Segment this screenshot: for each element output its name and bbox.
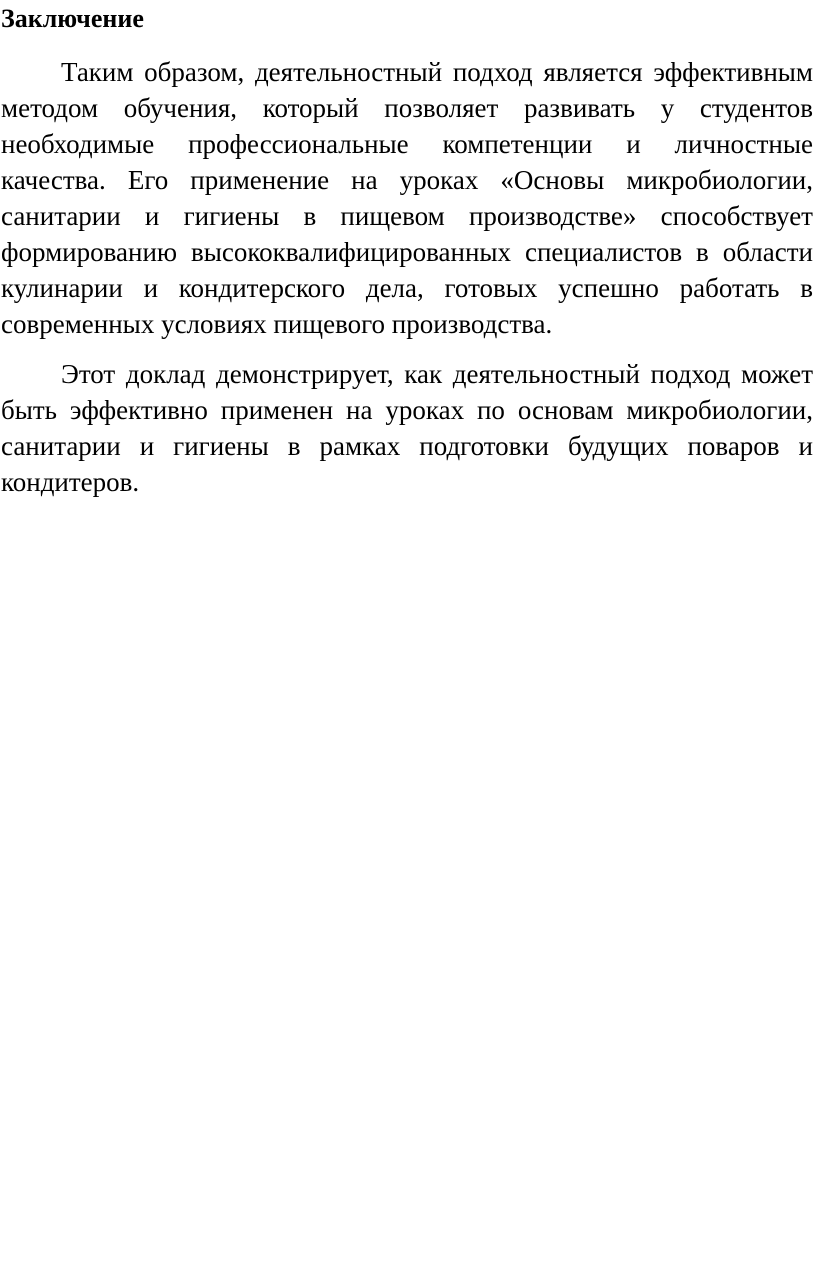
paragraph-report-summary: Этот доклад демонстрирует, как деятельностный подход может быть эффективно применен на уроках по основам микробиологии, санитарии и гигиены в рамках подготовки будущих поваров и кондитеров. [1, 359, 813, 497]
paragraph-conclusion: Таким образом, деятельностный подход является эффективным методом обучения, который позволяет развивать у студентов необходимые профессиональные компетенции и личностные качества. Его применение на уроках «Основы микробиологии, санитарии и гигиены в пищевом производстве» способствует формированию высококвалифицированных специалистов в области кулинарии и кондитерского дела, готовых успешно работать в современных условиях пищевого производства. [1, 57, 813, 339]
section-heading: Заключение [1, 4, 144, 33]
